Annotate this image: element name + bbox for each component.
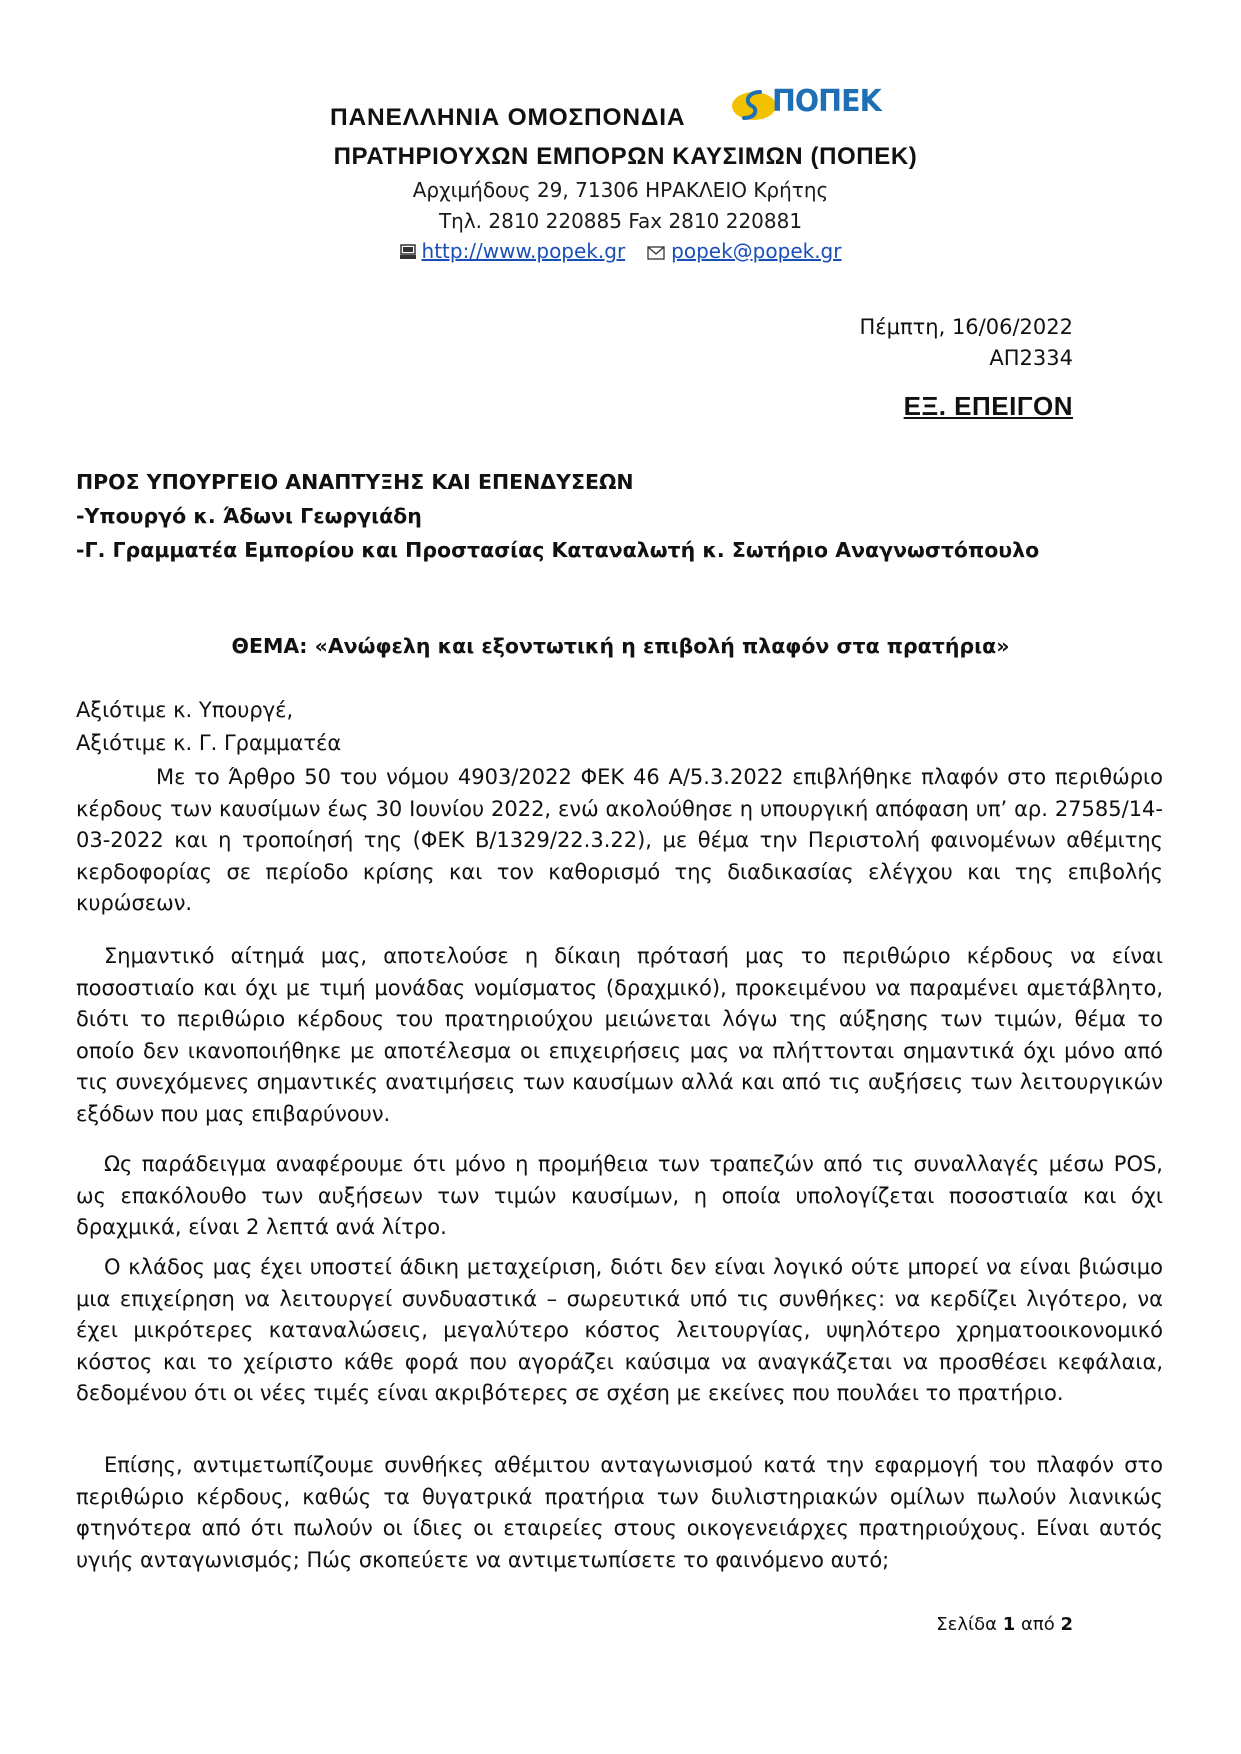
salutation-line1: Αξιότιμε κ. Υπουργέ, bbox=[76, 698, 294, 722]
urgency-label: ΕΞ. ΕΠΕΙΓΟΝ bbox=[903, 391, 1073, 421]
body-paragraph-5: Επίσης, αντιμετωπίζουμε συνθήκες αθέμιτου ανταγωνισμού κατά την εφαρμογή του πλαφόν στο περιθώριο κέρδους, καθώς τα θυγατρικά πρατήρια των διυλιστηριακών ομίλων πωλούν λιανικώς φτηνότερα από ότι πωλούν οι ίδιες οι εταιρείες στους οικογενειάρχες πρατηριούχους. Είναι αυτός υγιής ανταγωνισμός; Πώς σκοπεύετε να αντιμετωπίσετε το φαινόμενο αυτό; bbox=[76, 1453, 1163, 1572]
body-paragraph-1: Με το Άρθρο 50 του νόμου 4903/2022 ΦΕΚ 46 Α/5.3.2022 επιβλήθηκε πλαφόν στο περιθώριο κέρδους των καυσίμων έως 30 Ιουνίου 2022, ενώ ακολούθησε η υπουργική απόφαση υπ’ αρ. 27585/14-03-2022 και η τροποίησή της (ΦΕΚ Β/1329/22.3.22), με θέμα την Περιστολή φαινομένων αθέμιτης κερδοφορίας σε περίοδο κρίσης και τον καθορισμό της διαδικασίας ελέγχου και της επιβολής κυρώσεων. bbox=[76, 765, 1163, 916]
popek-logo bbox=[730, 84, 910, 124]
date-line: Πέμπτη, 16/06/2022 bbox=[859, 315, 1073, 339]
recipient-secretary: -Γ. Γραμματέα Εμπορίου και Προστασίας Καταναλωτή κ. Σωτήριο Αναγνωστόπουλο bbox=[76, 538, 1040, 562]
envelope-icon bbox=[647, 246, 665, 260]
page-label: Σελίδα bbox=[936, 1614, 998, 1635]
computer-icon bbox=[400, 244, 416, 260]
body-paragraph-2: Σημαντικό αίτημά μας, αποτελούσε η δίκαιη πρότασή μας το περιθώριο κέρδους να είναι ποσοστιαίο και όχι με τιμή μονάδας νομίσματος (δραχμικό), προκειμένου να παραμένει αμετάβλητο, διότι το περιθώριο κέρδους του πρατηριούχου μειώνεται λόγω της αύξησης των τιμών, θέμα το οποίο δεν ικανοποιήθηκε με αποτέλεσμα οι επιχειρήσεις μας να πλήττονται σημαντικά όχι μόνο από τις συνεχόμενες σημαντικές ανατιμήσεις των καυσίμων αλλά και από τις αυξήσεις των λειτουργικών εξόδων που μας επιβαρύνουν. bbox=[76, 944, 1163, 1126]
page-current: 1 bbox=[1002, 1614, 1016, 1635]
address-line: Αρχιμήδους 29, 71306 ΗΡΑΚΛΕΙΟ Κρήτης bbox=[412, 178, 829, 202]
page-of: από bbox=[1021, 1614, 1055, 1635]
recipient-ministry: ΠΡΟΣ ΥΠΟΥΡΓΕΙΟ ΑΝΑΠΤΥΞΗΣ ΚΑΙ ΕΠΕΝΔΥΣΕΩΝ bbox=[76, 470, 634, 494]
phone-fax-line: Τηλ. 2810 220885 Fax 2810 220881 bbox=[438, 209, 803, 233]
body-paragraph-3: Ως παράδειγμα αναφέρουμε ότι μόνο η προμήθεια των τραπεζών από τις συναλλαγές μέσω POS, ως επακόλουθο των αυξήσεων των τιμών καυσίμων, η οποία υπολογίζεται ποσοστιαία και όχι δραχμικά, είναι 2 λεπτά ανά λίτρο. bbox=[76, 1152, 1163, 1240]
page-number bbox=[936, 1614, 1073, 1635]
logo-text: ΠΟΠΕΚ bbox=[772, 84, 881, 119]
salutation-line2: Αξιότιμε κ. Γ. Γραμματέα bbox=[76, 731, 342, 755]
web-email-line bbox=[0, 239, 1241, 263]
subject-line: ΘΕΜΑ: «Ανώφελη και εξοντωτική η επιβολή πλαφόν στα πρατήρια» bbox=[231, 634, 1010, 658]
org-name-line2: ΠΡΑΤΗΡΙΟΥΧΩΝ ΕΜΠΟΡΩΝ ΚΑΥΣΙΜΩΝ (ΠΟΠΕΚ) bbox=[333, 143, 918, 170]
org-name-line1: ΠΑΝΕΛΛΗΝΙΑ ΟΜΟΣΠΟΝΔΙΑ bbox=[330, 104, 686, 131]
page-total: 2 bbox=[1060, 1614, 1073, 1635]
email-link[interactable]: popek@popek.gr bbox=[671, 239, 842, 263]
website-link[interactable]: http://www.popek.gr bbox=[421, 239, 626, 263]
body-paragraph-4: Ο κλάδος μας έχει υποστεί άδικη μεταχείριση, διότι δεν είναι λογικό ούτε μπορεί να είναι βιώσιμο μια επιχείρηση να λειτουργεί συνδυαστικά – σωρευτικά υπό τις συνθήκες: να κερδίζει λιγότερο, να έχει μικρότερες καταναλώσεις, μεγαλύτερο κόστος λειτουργίας, υψηλότερο χρηματοοικονομικό κόστος και το χείριστο κάθε φορά που αγοράζει καύσιμα να αναγκάζεται να προσθέσει κεφάλαια, δεδομένου ότι οι νέες τιμές είναι ακριβότερες σε σχέση με εκείνες που πουλάει το πρατήριο. bbox=[76, 1255, 1163, 1406]
reference-number: ΑΠ2334 bbox=[989, 346, 1073, 370]
recipient-minister: -Υπουργό κ. Άδωνι Γεωργιάδη bbox=[76, 504, 422, 528]
